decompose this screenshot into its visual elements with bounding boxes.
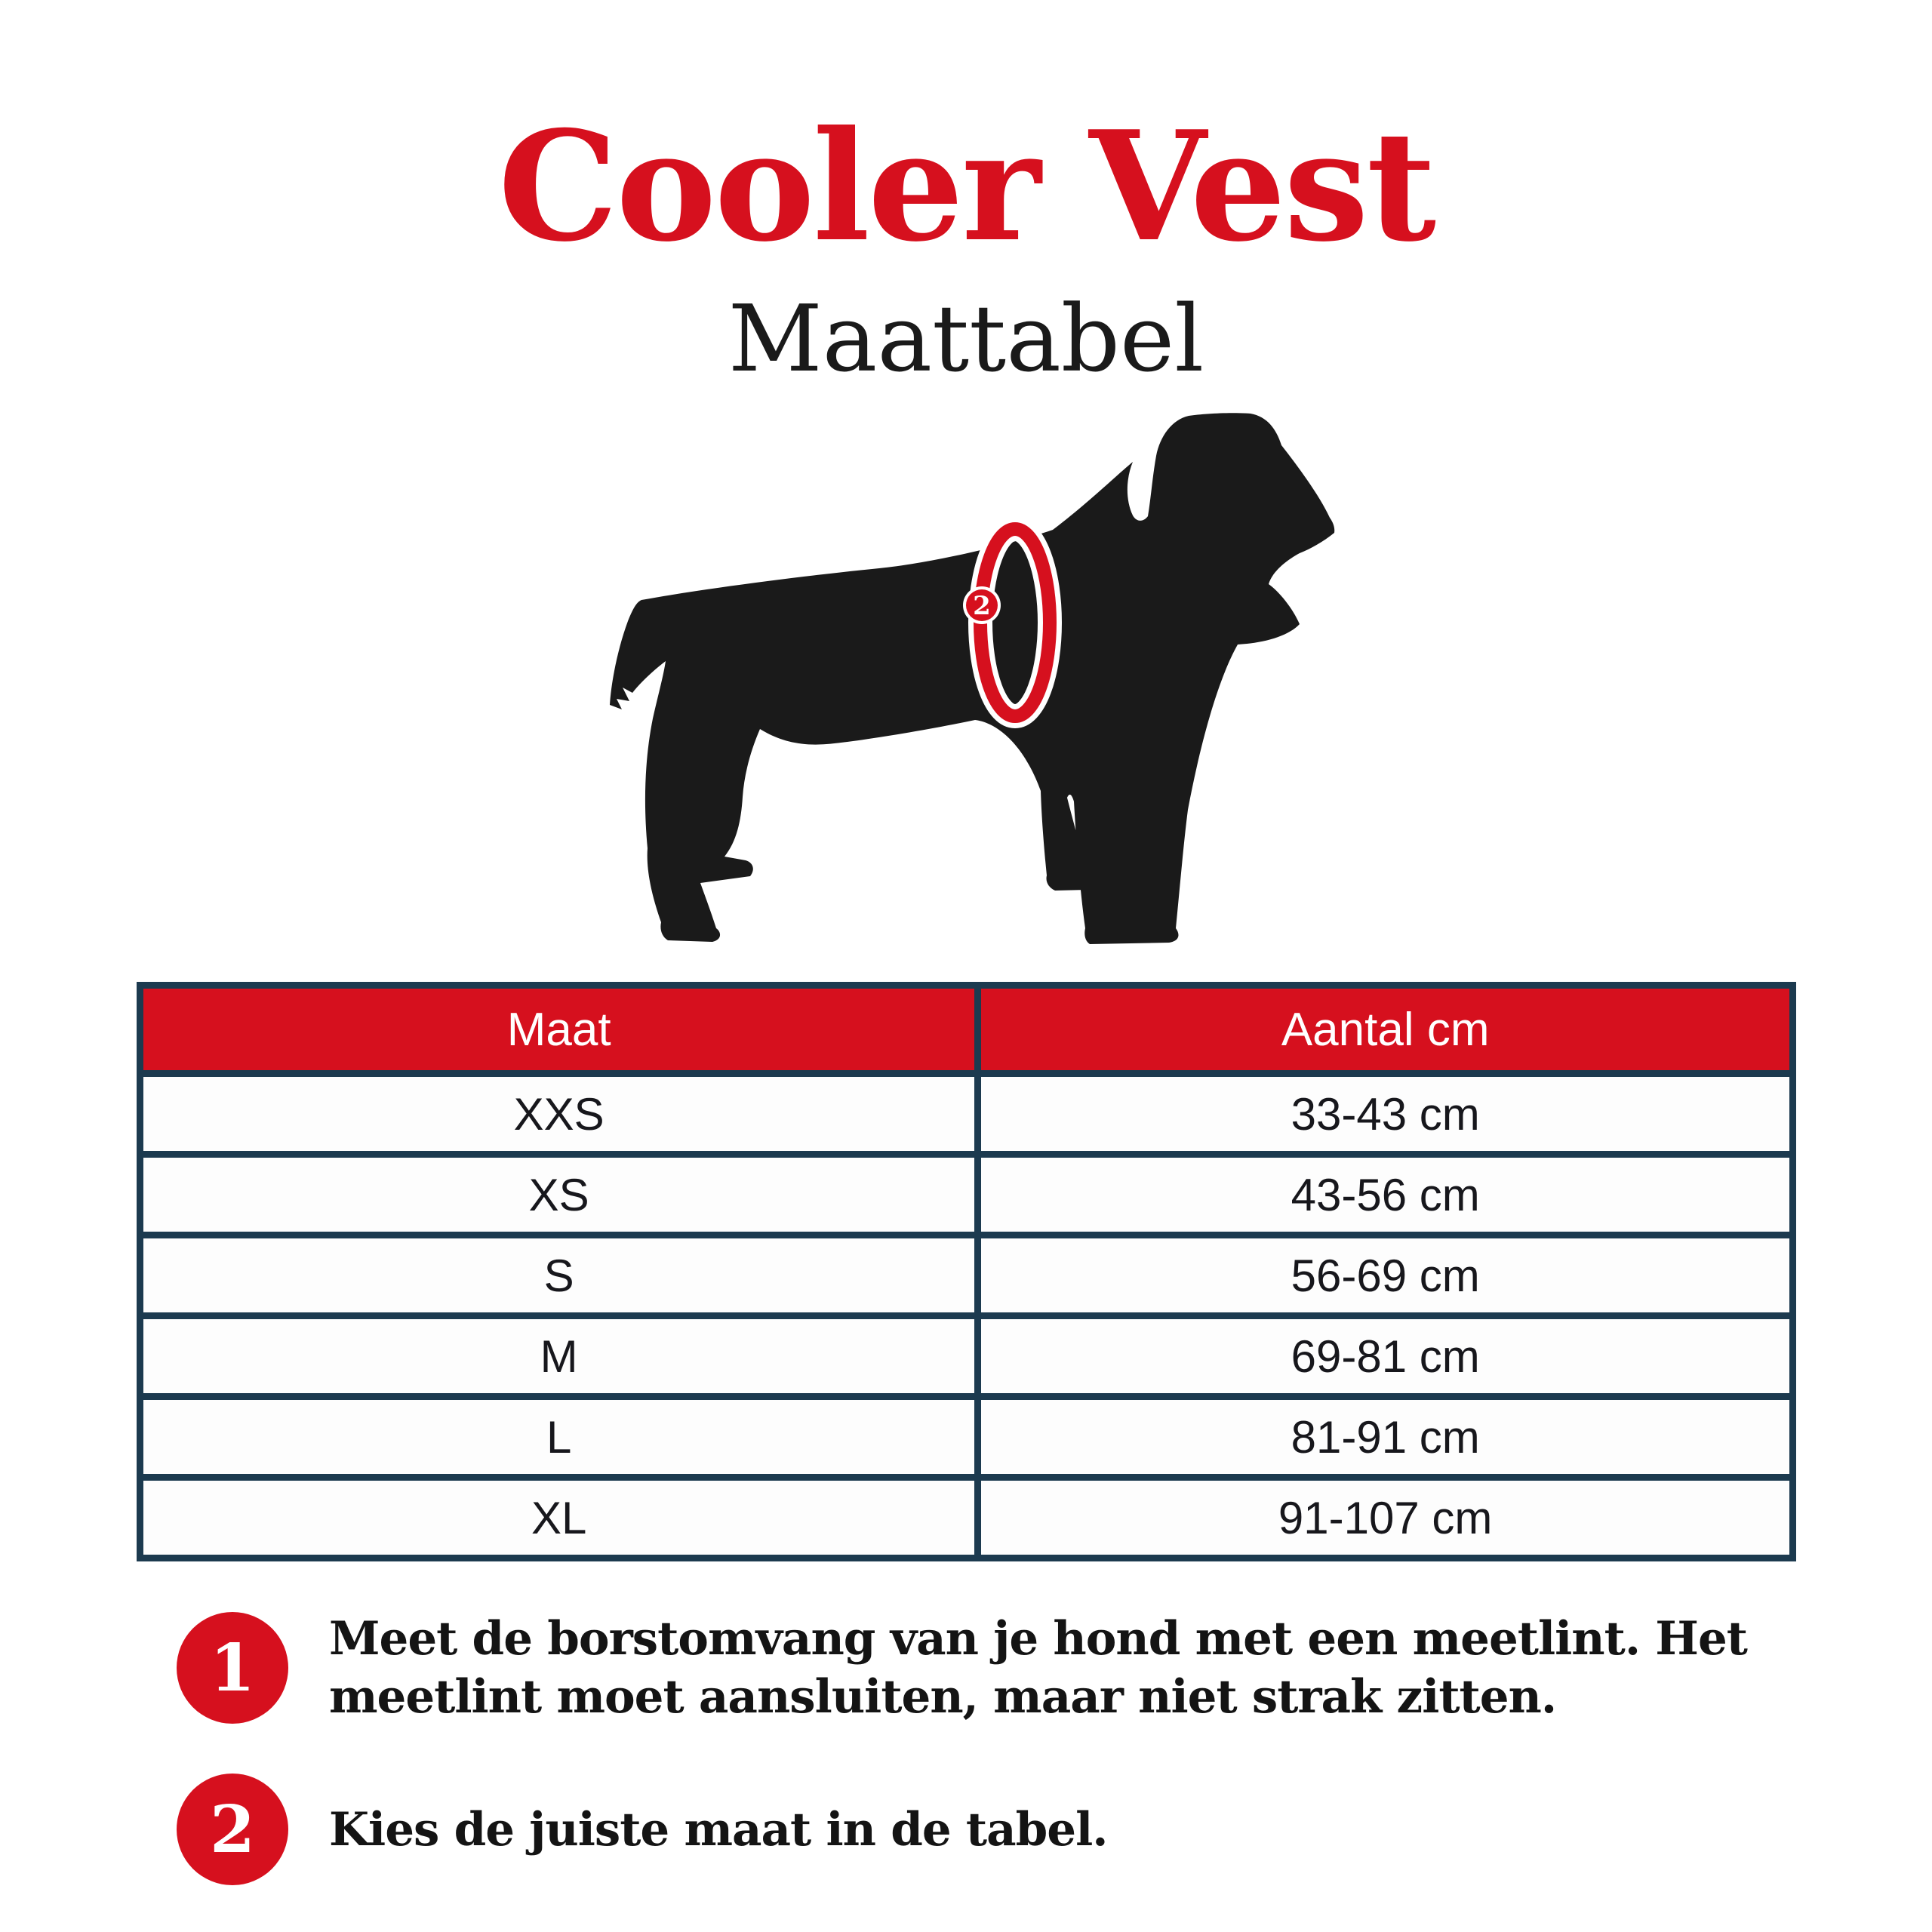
table-row xyxy=(140,1235,1793,1316)
step-2-text-line-1: Kies de juiste maat in de tabel. xyxy=(329,1802,1108,1857)
size-table xyxy=(137,982,1796,1561)
size-cell: XL xyxy=(140,1478,978,1558)
table-row xyxy=(140,1074,1793,1155)
instruction-step-2 xyxy=(177,1774,1107,1885)
range-cell: 43-56 cm xyxy=(978,1155,1793,1235)
table-row xyxy=(140,1316,1793,1397)
step-1-text-line-1: Meet de borstomvang van je hond met een meetlint. Het xyxy=(329,1612,1747,1666)
column-header-aantal-cm: Aantal cm xyxy=(978,986,1793,1074)
step-1-text xyxy=(329,1610,1747,1726)
column-header-maat: Maat xyxy=(140,986,978,1074)
size-cell: XS xyxy=(140,1155,978,1235)
step-2-badge: 2 xyxy=(177,1774,288,1885)
size-cell: M xyxy=(140,1316,978,1397)
page-title: Cooler Vest xyxy=(497,98,1435,275)
dog-measurement-diagram xyxy=(600,408,1343,949)
range-cell: 56-69 cm xyxy=(978,1235,1793,1316)
size-cell: XXS xyxy=(140,1074,978,1155)
instruction-step-1 xyxy=(177,1610,1747,1726)
size-cell: L xyxy=(140,1397,978,1478)
range-cell: 33-43 cm xyxy=(978,1074,1793,1155)
table-row xyxy=(140,1397,1793,1478)
table-header-row xyxy=(140,986,1793,1074)
measure-marker-label: 2 xyxy=(973,591,991,621)
dog-silhouette-graphic xyxy=(600,408,1343,949)
step-1-badge: 1 xyxy=(177,1612,288,1724)
step-1-text-line-2: meetlint moet aansluiten, maar niet strak zitten. xyxy=(329,1670,1557,1724)
page-subtitle: Maattabel xyxy=(728,285,1204,392)
range-cell: 69-81 cm xyxy=(978,1316,1793,1397)
table-row xyxy=(140,1478,1793,1558)
range-cell: 91-107 cm xyxy=(978,1478,1793,1558)
size-cell: S xyxy=(140,1235,978,1316)
step-2-text xyxy=(329,1801,1107,1859)
dog-silhouette xyxy=(610,413,1334,944)
range-cell: 81-91 cm xyxy=(978,1397,1793,1478)
table-row xyxy=(140,1155,1793,1235)
